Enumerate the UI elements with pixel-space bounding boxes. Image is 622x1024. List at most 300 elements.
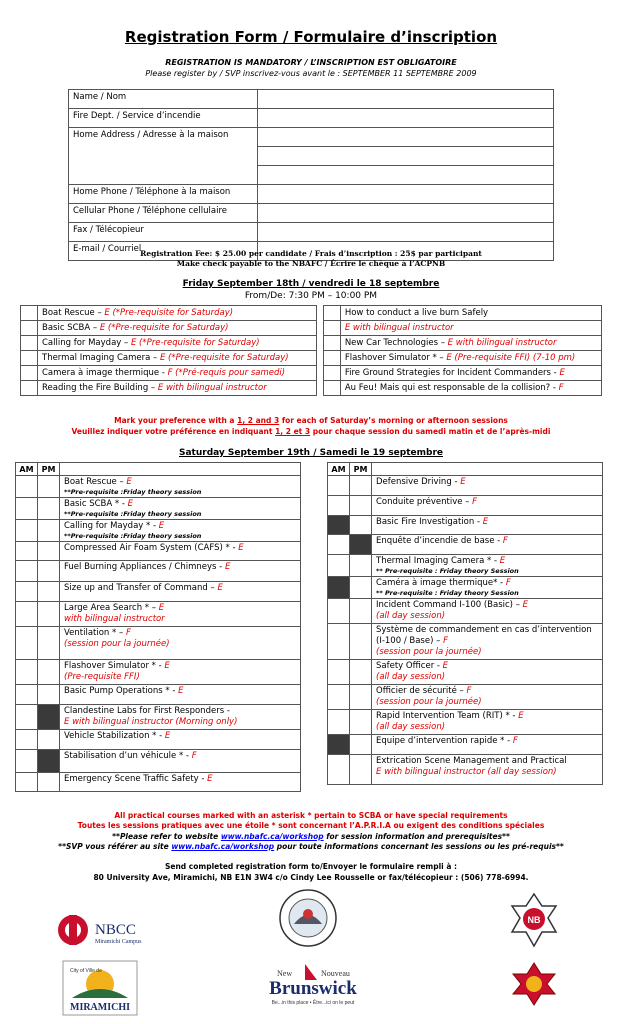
session-prerequisite: ** Pre-requisite : Friday theory Session <box>376 567 519 575</box>
friday-session-left <box>38 366 317 381</box>
session-name: Vehicle Stabilization * - <box>64 731 165 741</box>
saturday-right-table <box>327 462 603 785</box>
session-language: F (*Pré-requis pour samedi) <box>167 368 286 378</box>
pm-pref-box[interactable] <box>350 516 372 535</box>
session-language: E <box>127 499 133 509</box>
saturday-session <box>372 555 603 577</box>
friday-row <box>21 366 602 381</box>
saturday-row <box>328 710 603 735</box>
session-name: Emergency Scene Traffic Safety - <box>64 774 208 784</box>
saturday-session <box>60 660 301 685</box>
session-language: F <box>558 383 564 393</box>
session-language: E <box>522 600 529 610</box>
session-name: Basic Pump Operations * - <box>64 686 179 696</box>
friday-pref-box[interactable] <box>21 381 38 396</box>
saturday-row <box>16 660 301 685</box>
saturday-session <box>60 730 301 750</box>
miramichi-sun-icon <box>62 960 138 1016</box>
pm-pref-box[interactable] <box>38 520 60 542</box>
saturday-row <box>328 624 603 660</box>
saturday-row <box>16 561 301 582</box>
session-language: F <box>443 636 448 646</box>
friday-time: From/De: 7:30 PM – 10:00 PM <box>244 291 378 301</box>
session-language: F <box>472 497 478 507</box>
am-pref-box[interactable] <box>328 496 350 516</box>
name-label: Name / Nom <box>69 90 258 109</box>
session-language: E with bilingual instructor <box>157 383 267 393</box>
nb-name-text: Brunswick <box>269 978 357 999</box>
pm-pref-box[interactable] <box>38 498 60 520</box>
miramichi-text: MIRAMICHI <box>70 1002 130 1013</box>
saturday-session <box>60 520 301 542</box>
pm-header: PM <box>350 463 372 476</box>
session-name: Basic SCBA * - <box>64 499 128 509</box>
dept-field[interactable] <box>258 109 554 128</box>
session-name: Safety Officer - <box>376 661 443 671</box>
address-label: Home Address / Adresse à la maison <box>69 128 258 185</box>
am-pref-box <box>328 516 350 535</box>
session-name: Extrication Scene Management and Practical <box>376 756 567 766</box>
friday-pref-box[interactable] <box>21 336 38 351</box>
am-pref-box[interactable] <box>16 561 38 582</box>
saturday-session <box>372 660 603 685</box>
asterisk-fr: Toutes les sessions pratiques avec une étoile * sont concernant l’A.P.R.I.A ou exigent des conditions spéciales <box>77 821 545 830</box>
session-language: E <box>126 477 132 487</box>
session-name: Fuel Burning Appliances / Chimneys - <box>64 562 225 572</box>
friday-pref-box[interactable] <box>323 306 340 321</box>
svp-a: **SVP vous référer au site <box>58 842 172 851</box>
fee-line: Registration Fee: $ 25.00 per candidate / Frais d’inscription : 25$ par participant <box>140 249 482 258</box>
session-name: Basic Fire Investigation - <box>376 517 483 527</box>
session-language: E <box>217 583 223 593</box>
session-name: Reading the Fire Building – <box>42 383 158 393</box>
pref-en-a: Mark your preference with a <box>114 416 238 425</box>
fire-chiefs-badge <box>512 962 556 1010</box>
saturday-session <box>60 627 301 660</box>
am-pref-box[interactable] <box>328 755 350 785</box>
saturday-session <box>60 773 301 792</box>
refer-b: for session information and prerequisites** <box>323 832 510 841</box>
am-pref-box[interactable] <box>328 624 350 660</box>
session-language: E <box>238 543 244 553</box>
maltese-cross-icon <box>510 892 558 948</box>
session-name: Thermal Imaging Camera – <box>42 353 160 363</box>
saturday-row <box>328 476 603 496</box>
session-name: Compressed Air Foam System (CAFS) * - <box>64 543 239 553</box>
session-language: E <box>224 562 231 572</box>
session-name: Conduite préventive – <box>376 497 473 507</box>
saturday-session <box>60 542 301 561</box>
pm-pref-box[interactable] <box>38 730 60 750</box>
fire-chiefs-cross-icon <box>512 962 556 1006</box>
saturday-row <box>328 660 603 685</box>
session-prerequisite: **Pre-requisite :Friday theory session <box>64 532 202 540</box>
friday-gap <box>316 306 323 321</box>
session-name: Thermal Imaging Camera * - <box>376 556 500 566</box>
friday-pref-box[interactable] <box>21 366 38 381</box>
pm-pref-box[interactable] <box>38 602 60 627</box>
nb-ship-icon <box>255 958 371 1010</box>
saturday-row <box>16 750 301 773</box>
saturday-row <box>16 498 301 520</box>
pref-en-b: for each of Saturday’s morning or afternoon sessions <box>279 416 508 425</box>
saturday-session <box>372 755 603 785</box>
am-pref-box[interactable] <box>16 730 38 750</box>
address-field-3[interactable] <box>258 166 554 185</box>
saturday-session <box>372 496 603 516</box>
session-name: Au Feu! Mais qui est responsable de la collision? - <box>344 383 559 393</box>
session-name: Equipe d’intervention rapide * - <box>376 736 513 746</box>
saturday-session <box>372 476 603 496</box>
friday-pref-box[interactable] <box>323 366 340 381</box>
pm-pref-box[interactable] <box>350 660 372 685</box>
saturday-row <box>328 535 603 555</box>
saturday-row <box>16 476 301 498</box>
am-pref-box[interactable] <box>328 535 350 555</box>
session-detail: (Pre-requisite FFI) <box>64 672 140 682</box>
saturday-session <box>372 710 603 735</box>
session-language: E with bilingual instructor <box>447 338 557 348</box>
session-language: E (*Pre-requisite for Saturday) <box>99 323 229 333</box>
session-detail: (all day session) <box>376 672 446 682</box>
saturday-row <box>16 705 301 730</box>
saturday-session <box>372 599 603 624</box>
pm-pref-box[interactable] <box>38 561 60 582</box>
friday-session-left <box>38 336 317 351</box>
session-name: Camera à image thermique - <box>42 368 168 378</box>
session-name: Officier de sécurité – <box>376 686 467 696</box>
session-detail: (session pour la journée) <box>376 697 482 707</box>
website-note <box>0 832 622 852</box>
fire-seal-icon <box>278 888 338 948</box>
am-header: AM <box>16 463 38 476</box>
am-pref-box[interactable] <box>16 773 38 792</box>
session-name: Defensive Driving - <box>376 477 461 487</box>
session-name: Size up and Transfer of Command – <box>64 583 218 593</box>
session-name: Clandestine Labs for First Responders - <box>64 706 230 716</box>
am-pref-box[interactable] <box>16 750 38 773</box>
session-language: F <box>466 686 472 696</box>
pm-pref-box[interactable] <box>350 735 372 755</box>
session-detail: (session pour la journée) <box>376 647 482 657</box>
session-name: Flashover Simulator * - <box>64 661 165 671</box>
nb-new-text: New <box>277 969 293 978</box>
home-phone-label: Home Phone / Téléphone à la maison <box>69 185 258 204</box>
am-pref-box[interactable] <box>16 542 38 561</box>
saturday-row <box>328 685 603 710</box>
address-field-2[interactable] <box>258 147 554 166</box>
am-pref-box[interactable] <box>328 685 350 710</box>
address-field-1[interactable] <box>258 128 554 147</box>
am-pref-box[interactable] <box>16 627 38 660</box>
session-name: Basic SCBA – <box>42 323 100 333</box>
session-name: Fire Ground Strategies for Incident Commanders - <box>344 368 560 378</box>
saturday-row <box>16 685 301 705</box>
session-name: Incident Command I-100 (Basic) – <box>376 600 523 610</box>
saturday-session <box>60 750 301 773</box>
workshop-link-en[interactable]: www.nbafc.ca/workshop <box>220 832 324 841</box>
am-pref-box[interactable] <box>328 476 350 496</box>
session-prerequisite: ** Pre-requisite : Friday theory Session <box>376 589 519 597</box>
friday-session-right <box>340 351 601 366</box>
saturday-session <box>372 735 603 755</box>
pm-pref-box[interactable] <box>350 624 372 660</box>
session-name: How to conduct a live burn Safely <box>344 308 489 318</box>
pm-pref-box[interactable] <box>350 755 372 785</box>
pm-pref-box[interactable] <box>350 476 372 496</box>
session-name: Boat Rescue – <box>42 308 105 318</box>
session-detail: E with bilingual instructor (Morning only) <box>64 717 238 727</box>
page-title: Registration Form / Formulaire d’inscription <box>124 28 498 46</box>
pm-header: PM <box>38 463 60 476</box>
session-language: E <box>178 686 184 696</box>
session-name: Flashover Simulator * – <box>344 353 447 363</box>
pref-en-nums: 1, 2 and 3 <box>237 416 280 425</box>
pm-pref-box[interactable] <box>38 476 60 498</box>
saturday-session <box>60 476 301 498</box>
friday-row <box>21 381 602 396</box>
pref-fr-b: pour chaque session du samedi matin et de l’après-midi <box>310 427 551 436</box>
session-language: E <box>442 661 449 671</box>
am-header: AM <box>328 463 350 476</box>
friday-session-left <box>38 381 317 396</box>
fax-field[interactable] <box>258 223 554 242</box>
session-language: E <box>158 521 165 531</box>
saturday-row <box>328 599 603 624</box>
saturday-row <box>328 496 603 516</box>
cell-label: Cellular Phone / Téléphone cellulaire <box>69 204 258 223</box>
pm-pref-box <box>350 535 372 555</box>
am-pref-box[interactable] <box>16 602 38 627</box>
session-language: E <box>518 711 524 721</box>
miramichi-fire-seal <box>278 888 338 952</box>
pm-pref-box[interactable] <box>350 496 372 516</box>
session-language: E (*Pre-requisite for Saturday) <box>104 308 234 318</box>
saturday-row <box>328 555 603 577</box>
session-language: E <box>158 603 165 613</box>
nbcc-sub-text: Miramichi Campus <box>95 939 142 945</box>
pm-pref-box[interactable] <box>38 685 60 705</box>
friday-pref-box[interactable] <box>21 306 38 321</box>
session-language: E <box>482 517 489 527</box>
session-name: Boat Rescue – <box>64 477 127 487</box>
session-detail: (all day session) <box>376 722 446 732</box>
session-name: Système de commandement en cas d’intervention (I-100 / Base) – <box>376 625 592 646</box>
saturday-row <box>16 602 301 627</box>
miramichi-logo <box>62 960 138 1020</box>
saturday-row <box>328 577 603 599</box>
registration-fields-table <box>68 89 554 261</box>
am-pref-box <box>328 735 350 755</box>
friday-pref-box[interactable] <box>21 351 38 366</box>
session-detail: (session pour la journée) <box>64 639 170 649</box>
pm-pref-box[interactable] <box>38 627 60 660</box>
saturday-session <box>60 602 301 627</box>
saturday-session <box>372 577 603 599</box>
friday-session-right <box>340 306 601 321</box>
session-detail: (all day session) <box>376 611 446 621</box>
email-label: E-mail / Courriel <box>69 242 258 261</box>
session-language: E <box>499 556 506 566</box>
saturday-session <box>60 498 301 520</box>
saturday-session <box>60 705 301 730</box>
am-pref-box[interactable] <box>16 476 38 498</box>
saturday-row <box>328 755 603 785</box>
saturday-session <box>60 582 301 602</box>
nbcc-logo <box>55 910 175 954</box>
dept-label: Fire Dept. / Service d’incendie <box>69 109 258 128</box>
saturday-session <box>372 685 603 710</box>
saturday-row <box>16 582 301 602</box>
preference-note <box>0 415 622 437</box>
pref-fr-a: Veuillez indiquer votre préférence en indiquant <box>71 427 276 436</box>
session-detail: with bilingual instructor <box>64 614 165 624</box>
session-prerequisite: **Pre-requisite :Friday theory session <box>64 510 202 518</box>
saturday-session <box>372 516 603 535</box>
am-pref-box[interactable] <box>16 520 38 542</box>
am-pref-box[interactable] <box>16 498 38 520</box>
asterisk-en: All practical courses marked with an asterisk * pertain to SCBA or have special requirements <box>114 811 508 820</box>
pref-fr-nums: 1, 2 et 3 <box>275 427 311 436</box>
friday-pref-box[interactable] <box>323 336 340 351</box>
svp-b: pour toute informations concernant les sessions ou les pré-requis** <box>274 842 564 851</box>
friday-session-right <box>340 321 601 336</box>
nb-badge-text: NB <box>527 915 541 925</box>
am-pref-box[interactable] <box>328 660 350 685</box>
session-language: F <box>125 628 131 638</box>
friday-session-left <box>38 321 317 336</box>
session-name: New Car Technologies – <box>344 338 448 348</box>
friday-heading: Friday September 18th / vendredi le 18 septembre <box>182 279 440 289</box>
session-language: E <box>164 661 170 671</box>
session-header <box>372 463 603 476</box>
friday-session-right <box>340 366 601 381</box>
friday-row <box>21 351 602 366</box>
pm-pref-box[interactable] <box>350 685 372 710</box>
home-phone-field[interactable] <box>258 185 554 204</box>
pm-pref-box <box>38 705 60 730</box>
friday-row <box>21 336 602 351</box>
saturday-session <box>372 535 603 555</box>
session-language: E (Pre-requisite FFI) (7-10 pm) <box>446 353 576 363</box>
session-language: E <box>164 731 171 741</box>
saturday-header-row <box>16 463 301 476</box>
session-name: Caméra à image thermique* - <box>376 578 506 588</box>
friday-gap <box>316 336 323 351</box>
friday-pref-box[interactable] <box>21 321 38 336</box>
pm-pref-box[interactable] <box>350 555 372 577</box>
am-pref-box[interactable] <box>328 555 350 577</box>
nb-tag-text: Be...in this place • Être...ici on le peut <box>271 1000 355 1006</box>
am-pref-box[interactable] <box>16 582 38 602</box>
send-block <box>0 861 622 883</box>
am-pref-box[interactable] <box>16 685 38 705</box>
session-language: E (*Pre-requisite for Saturday) <box>159 353 289 363</box>
friday-gap <box>316 321 323 336</box>
name-field[interactable] <box>258 90 554 109</box>
session-language: F <box>505 578 511 588</box>
saturday-row <box>16 520 301 542</box>
friday-gap <box>316 381 323 396</box>
friday-pref-box[interactable] <box>323 321 340 336</box>
friday-session-right <box>340 381 601 396</box>
saturday-session <box>372 624 603 660</box>
pm-pref-box[interactable] <box>350 710 372 735</box>
am-pref-box[interactable] <box>16 660 38 685</box>
am-pref-box[interactable] <box>328 710 350 735</box>
session-language: E (*Pre-requisite for Saturday) <box>130 338 260 348</box>
am-pref-box <box>328 577 350 599</box>
session-language: F <box>502 536 508 546</box>
refer-a: **Please refer to website <box>112 832 221 841</box>
pm-pref-box[interactable] <box>350 577 372 599</box>
cheque-line: Make check payable to the NBAFC / Écrire le chèque à l’ACPNB <box>176 259 446 268</box>
saturday-header-row <box>328 463 603 476</box>
nb-nouveau-text: Nouveau <box>321 969 350 978</box>
friday-session-right <box>340 336 601 351</box>
asterisk-note <box>0 811 622 831</box>
send-line: Send completed registration form to/Envoyer le formulaire rempli à : <box>164 862 458 871</box>
friday-sessions-table <box>20 305 602 396</box>
saturday-row <box>16 730 301 750</box>
session-language: E <box>559 368 565 378</box>
session-language: F <box>512 736 518 746</box>
session-language: F <box>191 751 197 761</box>
fax-label: Fax / Télécopieur <box>69 223 258 242</box>
pm-pref-box[interactable] <box>38 773 60 792</box>
session-name: Enquête d’incendie de base - <box>376 536 503 546</box>
pm-pref-box[interactable] <box>350 599 372 624</box>
workshop-link-fr[interactable]: www.nbafc.ca/workshop <box>171 842 275 851</box>
friday-row <box>21 321 602 336</box>
session-detail: E with bilingual instructor (all day session) <box>376 767 557 777</box>
friday-gap <box>316 366 323 381</box>
pm-pref-box[interactable] <box>38 660 60 685</box>
session-language: E <box>460 477 466 487</box>
pm-pref-box[interactable] <box>38 542 60 561</box>
nbcc-emblem-icon <box>55 910 175 950</box>
session-language: E with bilingual instructor <box>344 323 454 333</box>
nbcc-text: NBCC <box>95 922 136 938</box>
session-header <box>60 463 301 476</box>
am-pref-box[interactable] <box>16 705 38 730</box>
session-name: Calling for Mayday – <box>42 338 131 348</box>
friday-row <box>21 306 602 321</box>
friday-session-left <box>38 351 317 366</box>
saturday-row <box>328 516 603 535</box>
miramichi-sub-text: City of Ville de <box>70 968 102 974</box>
cell-field[interactable] <box>258 204 554 223</box>
deadline-note: Please register by / SVP inscrivez-vous avant le : SEPTEMBER 11 SEPTEMBRE 2009 <box>145 69 477 78</box>
mailing-address: 80 University Ave, Miramichi, NB E1N 3W4 c/o Cindy Lee Rousselle or fax/télécopieur : (506) 778-6994. <box>93 873 529 882</box>
mandatory-note: REGISTRATION IS MANDATORY / L’INSCRIPTION EST OBLIGATOIRE <box>165 58 457 67</box>
session-language: E <box>207 774 213 784</box>
session-name: Calling for Mayday * - <box>64 521 159 531</box>
saturday-heading: Saturday September 19th / Samedi le 19 septembre <box>178 448 443 458</box>
saturday-left-table <box>15 462 301 792</box>
am-pref-box[interactable] <box>328 599 350 624</box>
session-name: Ventilation * – <box>64 628 126 638</box>
nb-fire-badge <box>510 892 558 952</box>
session-name: Rapid Intervention Team (RIT) * - <box>376 711 519 721</box>
new-brunswick-logo <box>255 958 371 1014</box>
pm-pref-box[interactable] <box>38 582 60 602</box>
saturday-row <box>16 627 301 660</box>
friday-pref-box[interactable] <box>323 351 340 366</box>
pm-pref-box <box>38 750 60 773</box>
fee-block <box>0 249 622 269</box>
friday-pref-box[interactable] <box>323 381 340 396</box>
